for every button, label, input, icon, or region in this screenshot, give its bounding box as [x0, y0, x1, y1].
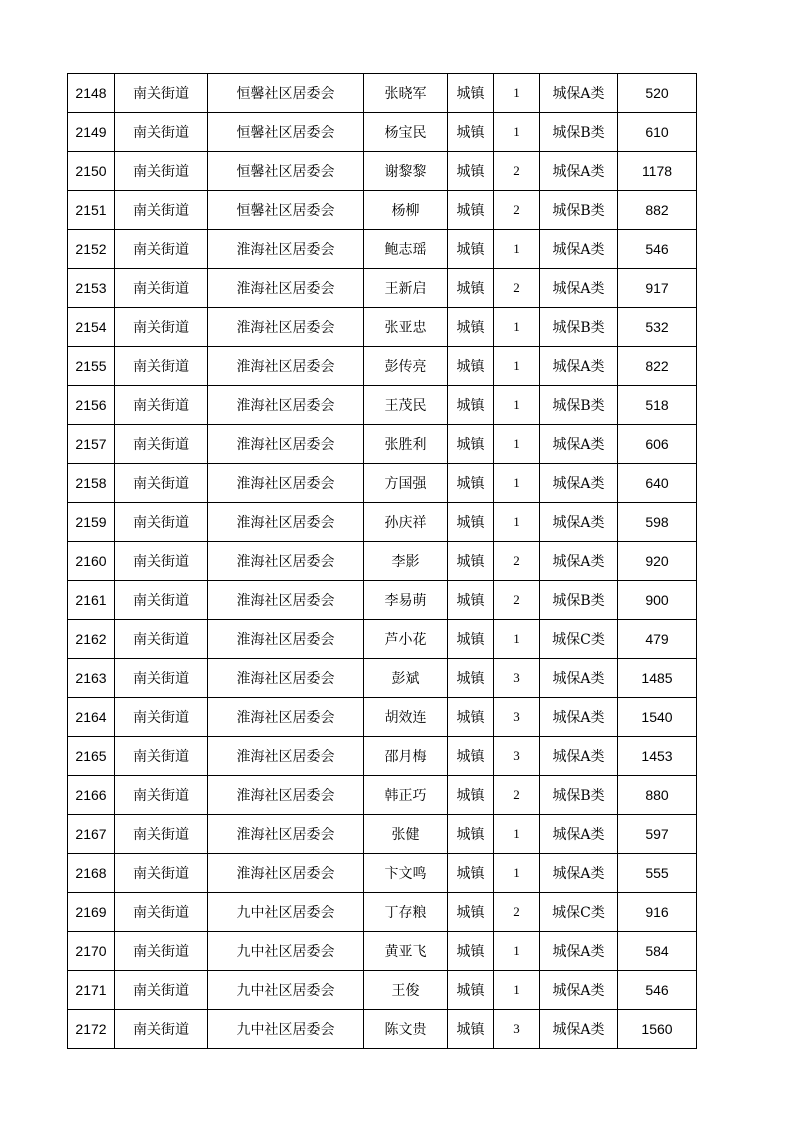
cell-amount: 606 [618, 425, 697, 464]
cell-person-name: 黄亚飞 [364, 932, 448, 971]
cell-area-type: 城镇 [448, 1010, 494, 1049]
cell-area-type: 城镇 [448, 581, 494, 620]
cell-person-name: 韩正巧 [364, 776, 448, 815]
cell-amount: 546 [618, 971, 697, 1010]
cell-community-committee: 淮海社区居委会 [208, 698, 364, 737]
cell-area-type: 城镇 [448, 152, 494, 191]
cell-security-category: 城保B类 [540, 581, 618, 620]
table-row [68, 971, 697, 1010]
cell-amount: 555 [618, 854, 697, 893]
cell-household-count: 1 [494, 464, 540, 503]
cell-serial-number: 2156 [68, 386, 115, 425]
cell-amount: 1453 [618, 737, 697, 776]
table-row [68, 815, 697, 854]
cell-amount: 1485 [618, 659, 697, 698]
cell-street: 南关街道 [115, 698, 208, 737]
cell-community-committee: 淮海社区居委会 [208, 542, 364, 581]
cell-amount: 900 [618, 581, 697, 620]
cell-household-count: 1 [494, 308, 540, 347]
cell-person-name: 王新启 [364, 269, 448, 308]
table-row [68, 854, 697, 893]
cell-street: 南关街道 [115, 815, 208, 854]
cell-area-type: 城镇 [448, 815, 494, 854]
cell-community-committee: 淮海社区居委会 [208, 503, 364, 542]
cell-street: 南关街道 [115, 542, 208, 581]
cell-community-committee: 恒馨社区居委会 [208, 74, 364, 113]
cell-serial-number: 2171 [68, 971, 115, 1010]
cell-household-count: 2 [494, 776, 540, 815]
cell-street: 南关街道 [115, 854, 208, 893]
cell-amount: 546 [618, 230, 697, 269]
cell-area-type: 城镇 [448, 74, 494, 113]
cell-security-category: 城保A类 [540, 503, 618, 542]
cell-serial-number: 2164 [68, 698, 115, 737]
cell-serial-number: 2163 [68, 659, 115, 698]
cell-security-category: 城保A类 [540, 971, 618, 1010]
cell-serial-number: 2155 [68, 347, 115, 386]
table-row [68, 893, 697, 932]
table-row [68, 152, 697, 191]
table-row [68, 386, 697, 425]
cell-area-type: 城镇 [448, 932, 494, 971]
cell-household-count: 2 [494, 269, 540, 308]
cell-community-committee: 淮海社区居委会 [208, 386, 364, 425]
cell-household-count: 3 [494, 737, 540, 776]
table-row [68, 347, 697, 386]
cell-household-count: 1 [494, 230, 540, 269]
cell-serial-number: 2158 [68, 464, 115, 503]
cell-security-category: 城保A类 [540, 347, 618, 386]
table-row [68, 659, 697, 698]
cell-street: 南关街道 [115, 386, 208, 425]
cell-serial-number: 2168 [68, 854, 115, 893]
cell-community-committee: 恒馨社区居委会 [208, 191, 364, 230]
cell-security-category: 城保C类 [540, 620, 618, 659]
cell-community-committee: 淮海社区居委会 [208, 854, 364, 893]
cell-person-name: 李易萌 [364, 581, 448, 620]
cell-serial-number: 2172 [68, 1010, 115, 1049]
cell-security-category: 城保A类 [540, 464, 618, 503]
cell-serial-number: 2148 [68, 74, 115, 113]
cell-serial-number: 2166 [68, 776, 115, 815]
cell-serial-number: 2154 [68, 308, 115, 347]
table-row [68, 620, 697, 659]
cell-security-category: 城保A类 [540, 854, 618, 893]
table-row [68, 542, 697, 581]
cell-household-count: 2 [494, 581, 540, 620]
cell-street: 南关街道 [115, 1010, 208, 1049]
cell-area-type: 城镇 [448, 776, 494, 815]
records-table [67, 73, 697, 1049]
cell-security-category: 城保B类 [540, 776, 618, 815]
cell-security-category: 城保A类 [540, 542, 618, 581]
cell-amount: 920 [618, 542, 697, 581]
cell-community-committee: 淮海社区居委会 [208, 620, 364, 659]
cell-household-count: 1 [494, 386, 540, 425]
cell-street: 南关街道 [115, 737, 208, 776]
cell-person-name: 丁存粮 [364, 893, 448, 932]
cell-person-name: 张胜利 [364, 425, 448, 464]
cell-amount: 584 [618, 932, 697, 971]
cell-person-name: 谢黎黎 [364, 152, 448, 191]
table-row [68, 737, 697, 776]
cell-serial-number: 2149 [68, 113, 115, 152]
cell-household-count: 1 [494, 347, 540, 386]
cell-person-name: 王茂民 [364, 386, 448, 425]
cell-serial-number: 2159 [68, 503, 115, 542]
cell-area-type: 城镇 [448, 503, 494, 542]
cell-amount: 917 [618, 269, 697, 308]
table-row [68, 425, 697, 464]
cell-amount: 598 [618, 503, 697, 542]
cell-amount: 916 [618, 893, 697, 932]
cell-amount: 597 [618, 815, 697, 854]
cell-amount: 880 [618, 776, 697, 815]
table-row [68, 269, 697, 308]
cell-household-count: 1 [494, 932, 540, 971]
cell-serial-number: 2165 [68, 737, 115, 776]
cell-person-name: 鲍志瑶 [364, 230, 448, 269]
cell-street: 南关街道 [115, 464, 208, 503]
cell-serial-number: 2167 [68, 815, 115, 854]
cell-street: 南关街道 [115, 347, 208, 386]
cell-community-committee: 淮海社区居委会 [208, 425, 364, 464]
cell-security-category: 城保A类 [540, 698, 618, 737]
cell-security-category: 城保A类 [540, 74, 618, 113]
cell-amount: 1540 [618, 698, 697, 737]
cell-security-category: 城保A类 [540, 737, 618, 776]
cell-street: 南关街道 [115, 581, 208, 620]
cell-household-count: 1 [494, 971, 540, 1010]
cell-community-committee: 淮海社区居委会 [208, 308, 364, 347]
cell-area-type: 城镇 [448, 659, 494, 698]
cell-street: 南关街道 [115, 971, 208, 1010]
table-row [68, 113, 697, 152]
cell-area-type: 城镇 [448, 737, 494, 776]
cell-security-category: 城保C类 [540, 893, 618, 932]
cell-community-committee: 九中社区居委会 [208, 1010, 364, 1049]
cell-household-count: 1 [494, 503, 540, 542]
cell-person-name: 王俊 [364, 971, 448, 1010]
cell-amount: 520 [618, 74, 697, 113]
cell-serial-number: 2169 [68, 893, 115, 932]
cell-area-type: 城镇 [448, 620, 494, 659]
cell-community-committee: 淮海社区居委会 [208, 776, 364, 815]
cell-serial-number: 2160 [68, 542, 115, 581]
cell-person-name: 张晓军 [364, 74, 448, 113]
cell-security-category: 城保A类 [540, 152, 618, 191]
cell-area-type: 城镇 [448, 113, 494, 152]
cell-community-committee: 恒馨社区居委会 [208, 113, 364, 152]
cell-person-name: 杨柳 [364, 191, 448, 230]
cell-community-committee: 淮海社区居委会 [208, 464, 364, 503]
cell-area-type: 城镇 [448, 269, 494, 308]
cell-area-type: 城镇 [448, 971, 494, 1010]
table-row [68, 308, 697, 347]
cell-household-count: 2 [494, 191, 540, 230]
cell-serial-number: 2150 [68, 152, 115, 191]
cell-security-category: 城保B类 [540, 191, 618, 230]
cell-community-committee: 淮海社区居委会 [208, 659, 364, 698]
cell-household-count: 3 [494, 698, 540, 737]
cell-amount: 822 [618, 347, 697, 386]
cell-community-committee: 九中社区居委会 [208, 932, 364, 971]
cell-street: 南关街道 [115, 425, 208, 464]
cell-community-committee: 淮海社区居委会 [208, 737, 364, 776]
cell-street: 南关街道 [115, 308, 208, 347]
cell-person-name: 芦小花 [364, 620, 448, 659]
table-row [68, 191, 697, 230]
cell-person-name: 孙庆祥 [364, 503, 448, 542]
cell-street: 南关街道 [115, 503, 208, 542]
cell-community-committee: 淮海社区居委会 [208, 269, 364, 308]
cell-serial-number: 2161 [68, 581, 115, 620]
cell-amount: 610 [618, 113, 697, 152]
cell-area-type: 城镇 [448, 386, 494, 425]
cell-community-committee: 淮海社区居委会 [208, 815, 364, 854]
cell-amount: 640 [618, 464, 697, 503]
cell-serial-number: 2170 [68, 932, 115, 971]
cell-community-committee: 九中社区居委会 [208, 971, 364, 1010]
cell-street: 南关街道 [115, 152, 208, 191]
cell-area-type: 城镇 [448, 230, 494, 269]
cell-street: 南关街道 [115, 230, 208, 269]
table-row [68, 503, 697, 542]
cell-amount: 1178 [618, 152, 697, 191]
cell-security-category: 城保A类 [540, 932, 618, 971]
table-row [68, 74, 697, 113]
cell-person-name: 彭斌 [364, 659, 448, 698]
table-row [68, 776, 697, 815]
cell-household-count: 1 [494, 854, 540, 893]
cell-security-category: 城保B类 [540, 113, 618, 152]
cell-area-type: 城镇 [448, 308, 494, 347]
table-body [68, 74, 697, 1049]
cell-security-category: 城保A类 [540, 1010, 618, 1049]
table-row [68, 698, 697, 737]
table-row [68, 932, 697, 971]
cell-area-type: 城镇 [448, 854, 494, 893]
cell-community-committee: 淮海社区居委会 [208, 347, 364, 386]
table-row [68, 1010, 697, 1049]
cell-street: 南关街道 [115, 620, 208, 659]
cell-street: 南关街道 [115, 191, 208, 230]
cell-street: 南关街道 [115, 893, 208, 932]
cell-security-category: 城保A类 [540, 815, 618, 854]
cell-household-count: 1 [494, 74, 540, 113]
cell-household-count: 2 [494, 542, 540, 581]
cell-community-committee: 淮海社区居委会 [208, 230, 364, 269]
cell-security-category: 城保A类 [540, 230, 618, 269]
cell-street: 南关街道 [115, 659, 208, 698]
cell-area-type: 城镇 [448, 425, 494, 464]
cell-serial-number: 2152 [68, 230, 115, 269]
cell-household-count: 3 [494, 659, 540, 698]
cell-person-name: 卞文鸣 [364, 854, 448, 893]
cell-household-count: 1 [494, 815, 540, 854]
cell-serial-number: 2151 [68, 191, 115, 230]
cell-serial-number: 2162 [68, 620, 115, 659]
cell-household-count: 1 [494, 113, 540, 152]
cell-street: 南关街道 [115, 932, 208, 971]
table-row [68, 581, 697, 620]
document-page [67, 73, 697, 1049]
table-row [68, 464, 697, 503]
table-row [68, 230, 697, 269]
cell-area-type: 城镇 [448, 893, 494, 932]
cell-household-count: 2 [494, 893, 540, 932]
cell-amount: 518 [618, 386, 697, 425]
cell-area-type: 城镇 [448, 698, 494, 737]
cell-amount: 532 [618, 308, 697, 347]
cell-amount: 882 [618, 191, 697, 230]
cell-street: 南关街道 [115, 74, 208, 113]
cell-community-committee: 九中社区居委会 [208, 893, 364, 932]
cell-serial-number: 2157 [68, 425, 115, 464]
cell-person-name: 李影 [364, 542, 448, 581]
cell-area-type: 城镇 [448, 191, 494, 230]
cell-community-committee: 恒馨社区居委会 [208, 152, 364, 191]
cell-security-category: 城保A类 [540, 425, 618, 464]
cell-security-category: 城保B类 [540, 386, 618, 425]
cell-area-type: 城镇 [448, 464, 494, 503]
cell-street: 南关街道 [115, 269, 208, 308]
cell-person-name: 杨宝民 [364, 113, 448, 152]
cell-community-committee: 淮海社区居委会 [208, 581, 364, 620]
cell-person-name: 张健 [364, 815, 448, 854]
cell-amount: 1560 [618, 1010, 697, 1049]
cell-security-category: 城保A类 [540, 659, 618, 698]
cell-amount: 479 [618, 620, 697, 659]
cell-person-name: 陈文贵 [364, 1010, 448, 1049]
cell-household-count: 1 [494, 620, 540, 659]
cell-household-count: 3 [494, 1010, 540, 1049]
cell-serial-number: 2153 [68, 269, 115, 308]
cell-security-category: 城保A类 [540, 269, 618, 308]
cell-person-name: 张亚忠 [364, 308, 448, 347]
cell-person-name: 邵月梅 [364, 737, 448, 776]
cell-person-name: 方国强 [364, 464, 448, 503]
cell-area-type: 城镇 [448, 347, 494, 386]
cell-street: 南关街道 [115, 113, 208, 152]
cell-street: 南关街道 [115, 776, 208, 815]
cell-household-count: 2 [494, 152, 540, 191]
cell-person-name: 彭传亮 [364, 347, 448, 386]
cell-area-type: 城镇 [448, 542, 494, 581]
cell-person-name: 胡效连 [364, 698, 448, 737]
cell-household-count: 1 [494, 425, 540, 464]
cell-security-category: 城保B类 [540, 308, 618, 347]
